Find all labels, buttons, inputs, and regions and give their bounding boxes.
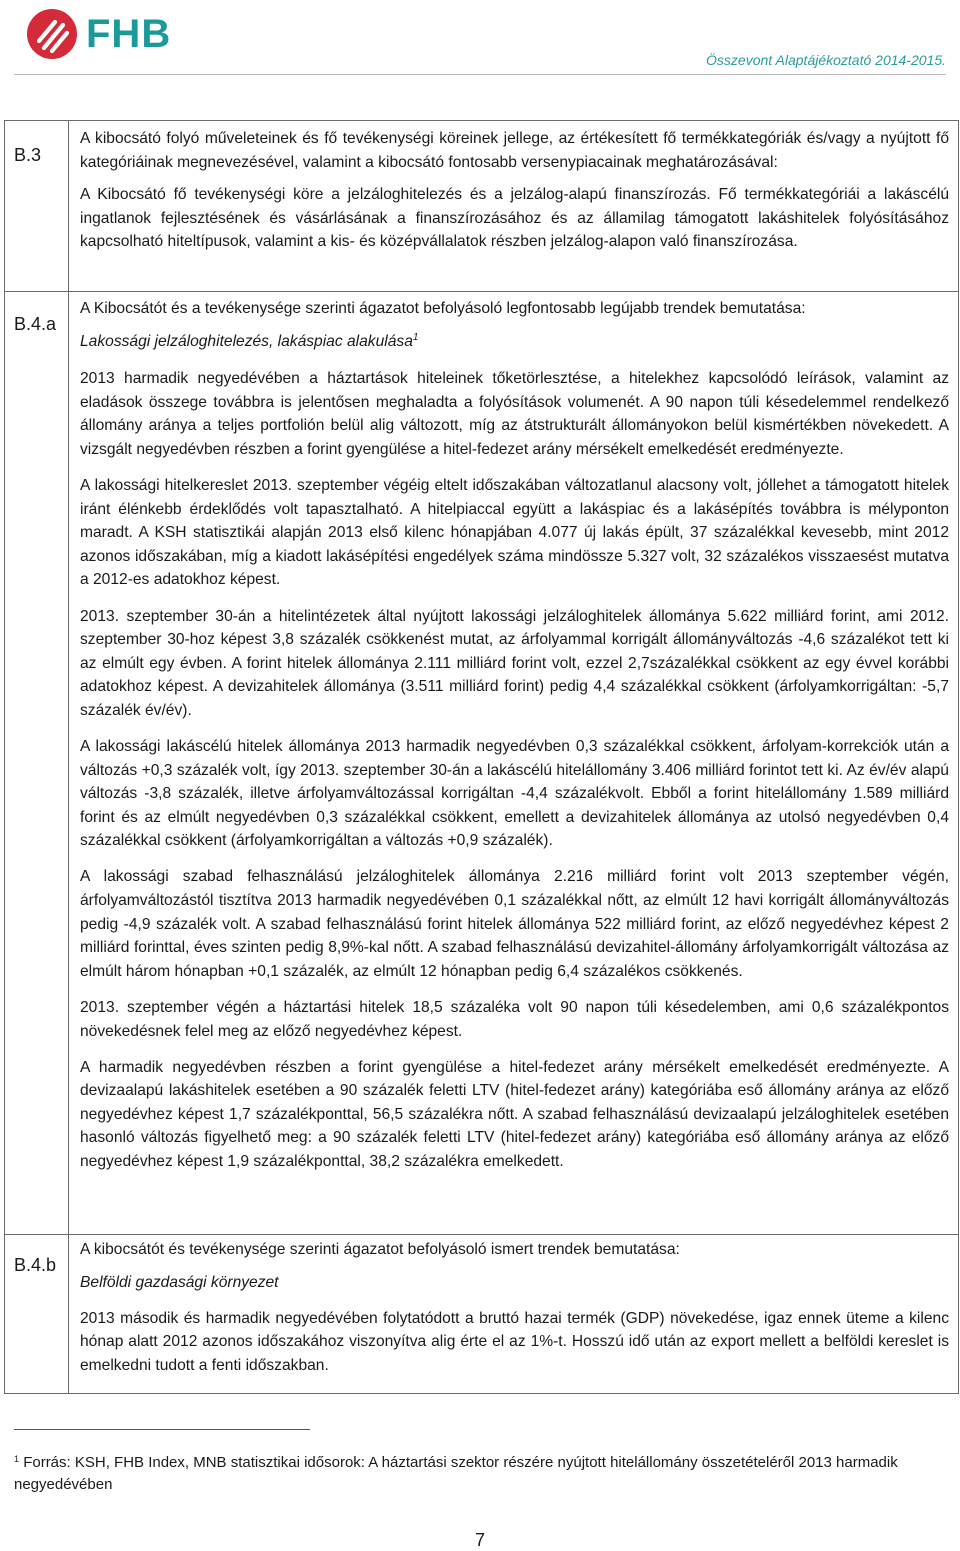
section-b3-intro: A kibocsátó folyó műveleteinek és fő tevékenységi köreinek jellege, az értékesített fő termékkategóriák és/vagy a nyújtott fő kategóriáinak megnevezésével, valamint a kibocsátó fontosabb versenypiacainak meghatározásával: (80, 130, 949, 171)
page-header (0, 0, 960, 80)
paragraph: 2013. szeptember végén a háztartási hitelek 18,5 százaléka volt 90 napon túli késedelemben, ami 0,6 százalékpontos növekedésnek felel meg az előző negyedévhez képest. (80, 998, 949, 1040)
table-row-divider (4, 1234, 959, 1235)
footnote (14, 1452, 934, 1496)
section-b3-body: A Kibocsátó fő tevékenységi köre a jelzáloghitelezés és a jelzálog-alapú finanszírozás. Fő termékkategóriái a lakáscélú ingatlanok fejlesztésének és vásárlásának a finanszírozásához és az államilag támogatott lakáshitelek folyósításához kapcsolható hiteltípusok, valamint a kis- és középvállalatok részben jelzálog-alapon való finanszírozása. (80, 186, 949, 251)
paragraph: A lakossági szabad felhasználású jelzáloghitelek állománya 2.216 milliárd forint volt 2013 szeptember végén, árfolyamváltozástól tisztítva 2013 harmadik negyedévében 0,1 százalékkal nőtt, az elmúlt 12 havi korrigált állományváltozás pedig -4,9 százalék volt. A szabad felhasználású forint hitelek állománya 522 milliárd forint, az előző negyedévhez képest 2 milliárd forinttal, éves szinten pedig 8,9%-kal nőtt. A szabad felhasználású devizahitel-állomány árfolyamkorrigált változása az elmúlt három hónapban +0,1 százalék, az elmúlt 12 hónapban pedig 6,4 százalékos csökkenés. (80, 868, 949, 980)
footnote-ref: 1 (412, 331, 419, 343)
page-number: 7 (474, 1530, 485, 1550)
paragraph: A lakossági lakáscélú hitelek állománya 2013 harmadik negyedévben 0,3 százalékkal csökkent, árfolyam-korrekciók után a változás +0,3 százalék volt, így 2013. szeptember 30-án a lakáscélú hitelállomány 3.406 milliárd forintot tett ki. Az év/év alapú változás -3,8 százalék, illetve árfolyamváltozással korrigáltan -4,4 százalékvolt. Ebből a forint hitelállomány 1.589 milliárd forint és az elmúlt negyedévben 0,3 százalékkal csökkent, emellett a devizahitelek állománya az utolsó negyedévben 0,4 százalékkal csökkent (árfolyamkorrigáltan a változás +0,9 százalék). (80, 738, 949, 850)
section-label-b3: B.3 (14, 145, 42, 165)
table-row-divider (4, 291, 959, 292)
section-b4b-content (80, 1238, 949, 1377)
footnote-divider (14, 1429, 310, 1430)
section-b4a-content (80, 297, 949, 1174)
paragraph: 2013. szeptember 30-án a hitelintézetek által nyújtott lakossági jelzáloghitelek állománya 5.622 milliárd forint, ami 2012. szeptember 30-hoz képest 3,8 százalék csökkenést mutat, az árfolyammal korrigált állományváltozás -4,6 százalékot tett ki az elmúlt egy évben. A forint hitelek állománya 2.111 milliárd forint volt, ezzel 2,7százalékkal csökkent az egy évvel korábbi adatokhoz képest. A devizahitelek állománya (3.511 milliárd forint) pedig 4,4 százalékkal csökkent (árfolyamkorrigáltan: -5,7 százalék év/év). (80, 607, 949, 719)
subheading-text: Lakossági jelzáloghitelezés, lakáspiac alakulása (80, 332, 413, 350)
footnote-text: Forrás: KSH, FHB Index, MNB statisztikai idősorok: A háztartási szektor részére nyújtott hitelállomány összetételéről 2013 harmadik negyedévében (14, 1454, 898, 1493)
paragraph: 2013 második és harmadik negyedévében folytatódott a bruttó hazai termék (GDP) növekedése, igaz ennek üteme a kilenc hónap alatt 2012 azonos időszakához viszonyítva alig érte el az 1%-t. Hosszú idő után az export mellett a belföldi kereslet is emelkedni tudott a fenti időszakban. (80, 1309, 949, 1374)
section-label-b4b: B.4.b (14, 1255, 57, 1275)
section-b4b-intro: A kibocsátót és tevékenysége szerinti ágazatot befolyásoló ismert trendek bemutatása: (80, 1241, 680, 1258)
paragraph: 2013 harmadik negyedévében a háztartások hiteleinek tőketörlesztése, a hitelekhez kapcsolódó leírások, valamint az eladások összege továbbra is jelentősen meghaladta a folyósítások volumenét. A 90 napon túli késedelemmel rendelkező állomány aránya a teljes portfolión belül alig változott, míg az átstrukturált állományokon belül kismértékben növekedett. A vizsgált negyedévben részben a forint gyengülése a hitel-fedezet arány mérsékelt emelkedését eredményezte. (80, 370, 949, 458)
header-divider (14, 74, 946, 75)
section-b4a-subheading (80, 330, 949, 354)
footnote-number: 1 (14, 1454, 20, 1464)
section-b3-content (80, 127, 949, 254)
section-b4a-intro: A Kibocsátót és a tevékenysége szerinti ágazatot befolyásoló legfontosabb legújabb trendek bemutatása: (80, 300, 806, 317)
paragraph: A harmadik negyedévben részben a forint gyengülése a hitel-fedezet arány mérsékelt emelkedését eredményezte. A devizaalapú lakáshitelek esetében a 90 százalék feletti LTV (hitel-fedezet arány) kategóriába eső állomány aránya az előző negyedévhez képest 1,7 százalékponttal, 56,5 százalékra nőtt. A szabad felhasználású devizaalapú jelzáloghitelek esetében hasonló változás figyelhető meg: a 90 százalék feletti LTV (hitel-fedezet arány) kategóriába eső állomány aránya az előző negyedévhez képest 1,9 százalékponttal, 38,2 százalékra emelkedett. (80, 1058, 949, 1170)
document-title: Összevont Alaptájékoztató 2014-2015. (706, 52, 946, 68)
paragraph: A lakossági hitelkereslet 2013. szeptember végéig eltelt időszakában változatlanul alacsony volt, jóllehet a támogatott hitelek iránt élénkebb érdeklődés volt tapasztalható. A hitelpiaccal együtt a lakáspiac és a lakásépítés továbbra is mélyponton maradt. A KSH statisztikái alapján 2013 első kilenc hónapjában 4.077 új lakás épült, 37 százalékkal kevesebb, mint 2012 azonos időszakában, míg a kiadott lakásépítési engedélyek száma mindössze 5.327 volt, 32 százalékos visszaesést mutatva a 2012-es adatokhoz képest. (80, 477, 949, 589)
fhb-logo (26, 8, 171, 60)
logo-text: FHB (86, 12, 172, 56)
section-label-b4a: B.4.a (14, 314, 57, 334)
fhb-logo-icon (26, 8, 78, 60)
table-column-divider (68, 120, 69, 1394)
section-b4b-subheading: Belföldi gazdasági környezet (80, 1273, 279, 1291)
